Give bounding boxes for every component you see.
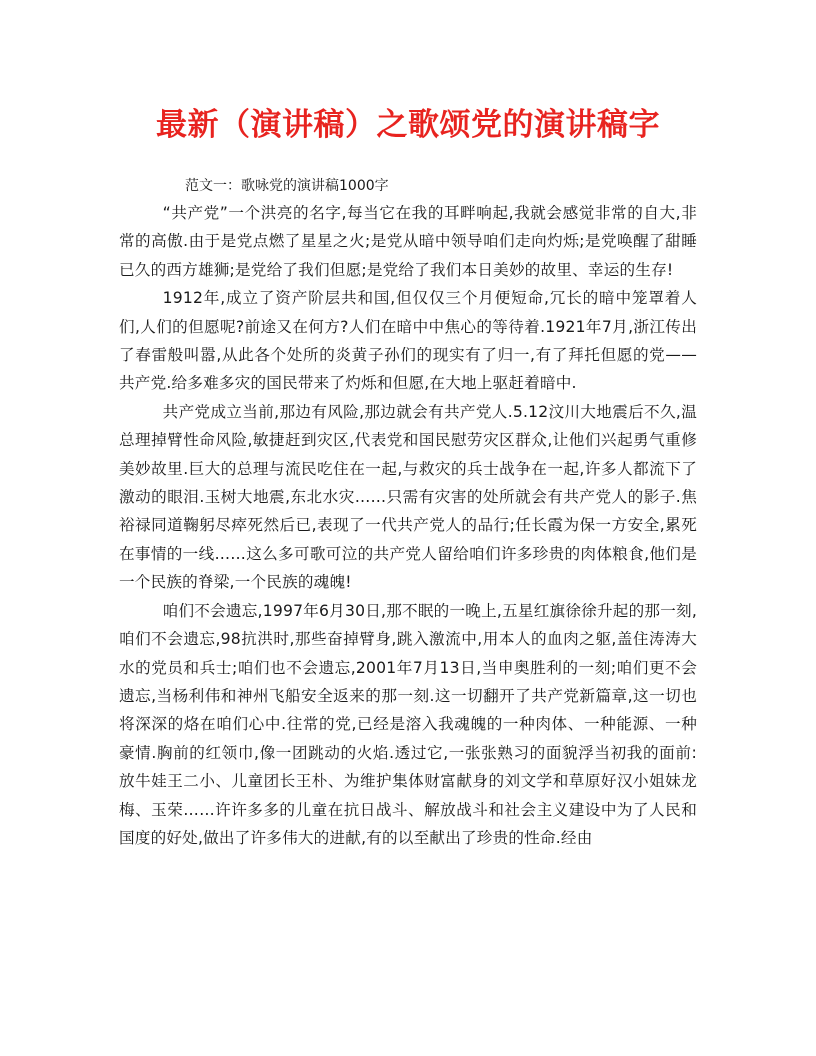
paragraph: 1912年,成立了资产阶层共和国,但仅仅三个月便短命,冗长的暗中笼罩着人们,人们的但愿呢?前途又在何方?人们在暗中中焦心的等待着.1921年7月,浙江传出了春雷般叫嚣,从此各个处所的炎黄子孙们的现实有了归一,有了拜托但愿的党——共产党.给多难多灾的国民带来了灼烁和但愿,在大地上驱赶着暗中.	[119, 289, 697, 393]
paragraph: 共产党成立当前,那边有风险,那边就会有共产党人.5.12汶川大地震后不久,温总理掉臂性命风险,敏捷赶到灾区,代表党和国民慰劳灾区群众,让他们兴起勇气重修美妙故里.巨大的总理与流民吃住在一起,与救灾的兵士战争在一起,许多人都流下了激动的眼泪.玉树大地震,东北水灾……只需有灾害的处所就会有共产党人的影子.焦裕禄同道鞠躬尽瘁死然后已,表现了一代共产党人的品行;任长霞为保一方安全,累死在事情的一线……这么多可歌可泣的共产党人留给咱们许多珍贵的肉体粮食,他们是一个民族的脊梁,一个民族的魂魄!	[119, 402, 697, 592]
paragraph: 咱们不会遗忘,1997年6月30日,那不眠的一晚上,五星红旗徐徐升起的那一刻,咱们不会遗忘,98抗洪时,那些奋掉臂身,跳入激流中,用本人的血肉之躯,盖住涛涛大水的党员和兵士;咱们也不会遗忘,2001年7月13日,当申奥胜利的一刻;咱们更不会遗忘,当杨利伟和神州飞船安全返来的那一刻.这一切翻开了共产党新篇章,这一切也将深深的烙在咱们心中.往常的党,已经是溶入我魂魄的一种肉体、一种能源、一种豪情.胸前的红领巾,像一团跳动的火焰.透过它,一张张熟习的面貌浮当初我的面前:放牛娃王二小、儿童团长王朴、为维护集体财富献身的刘文学和草原好汉小姐妹龙梅、玉荣……许许多多的儿童在抗日战斗、解放战斗和社会主义建设中为了人民和国度的好处,做出了许多伟大的进献,有的以至献出了珍贵的性命.经由	[119, 601, 697, 847]
document-body	[119, 174, 697, 852]
paragraph: “共产党”一个洪亮的名字,每当它在我的耳畔响起,我就会感觉非常的自大,非常的高傲.由于是党点燃了星星之火;是党从暗中领导咱们走向灼烁;是党唤醒了甜睡已久的西方雄狮;是党给了我们但愿;是党给了我们本日美妙的故里、幸运的生存!	[119, 204, 697, 279]
page-title: 最新（演讲稿）之歌颂党的演讲稿字	[156, 107, 660, 143]
section-subtitle: 范文一：歌咏党的演讲稿1000字	[185, 178, 389, 194]
